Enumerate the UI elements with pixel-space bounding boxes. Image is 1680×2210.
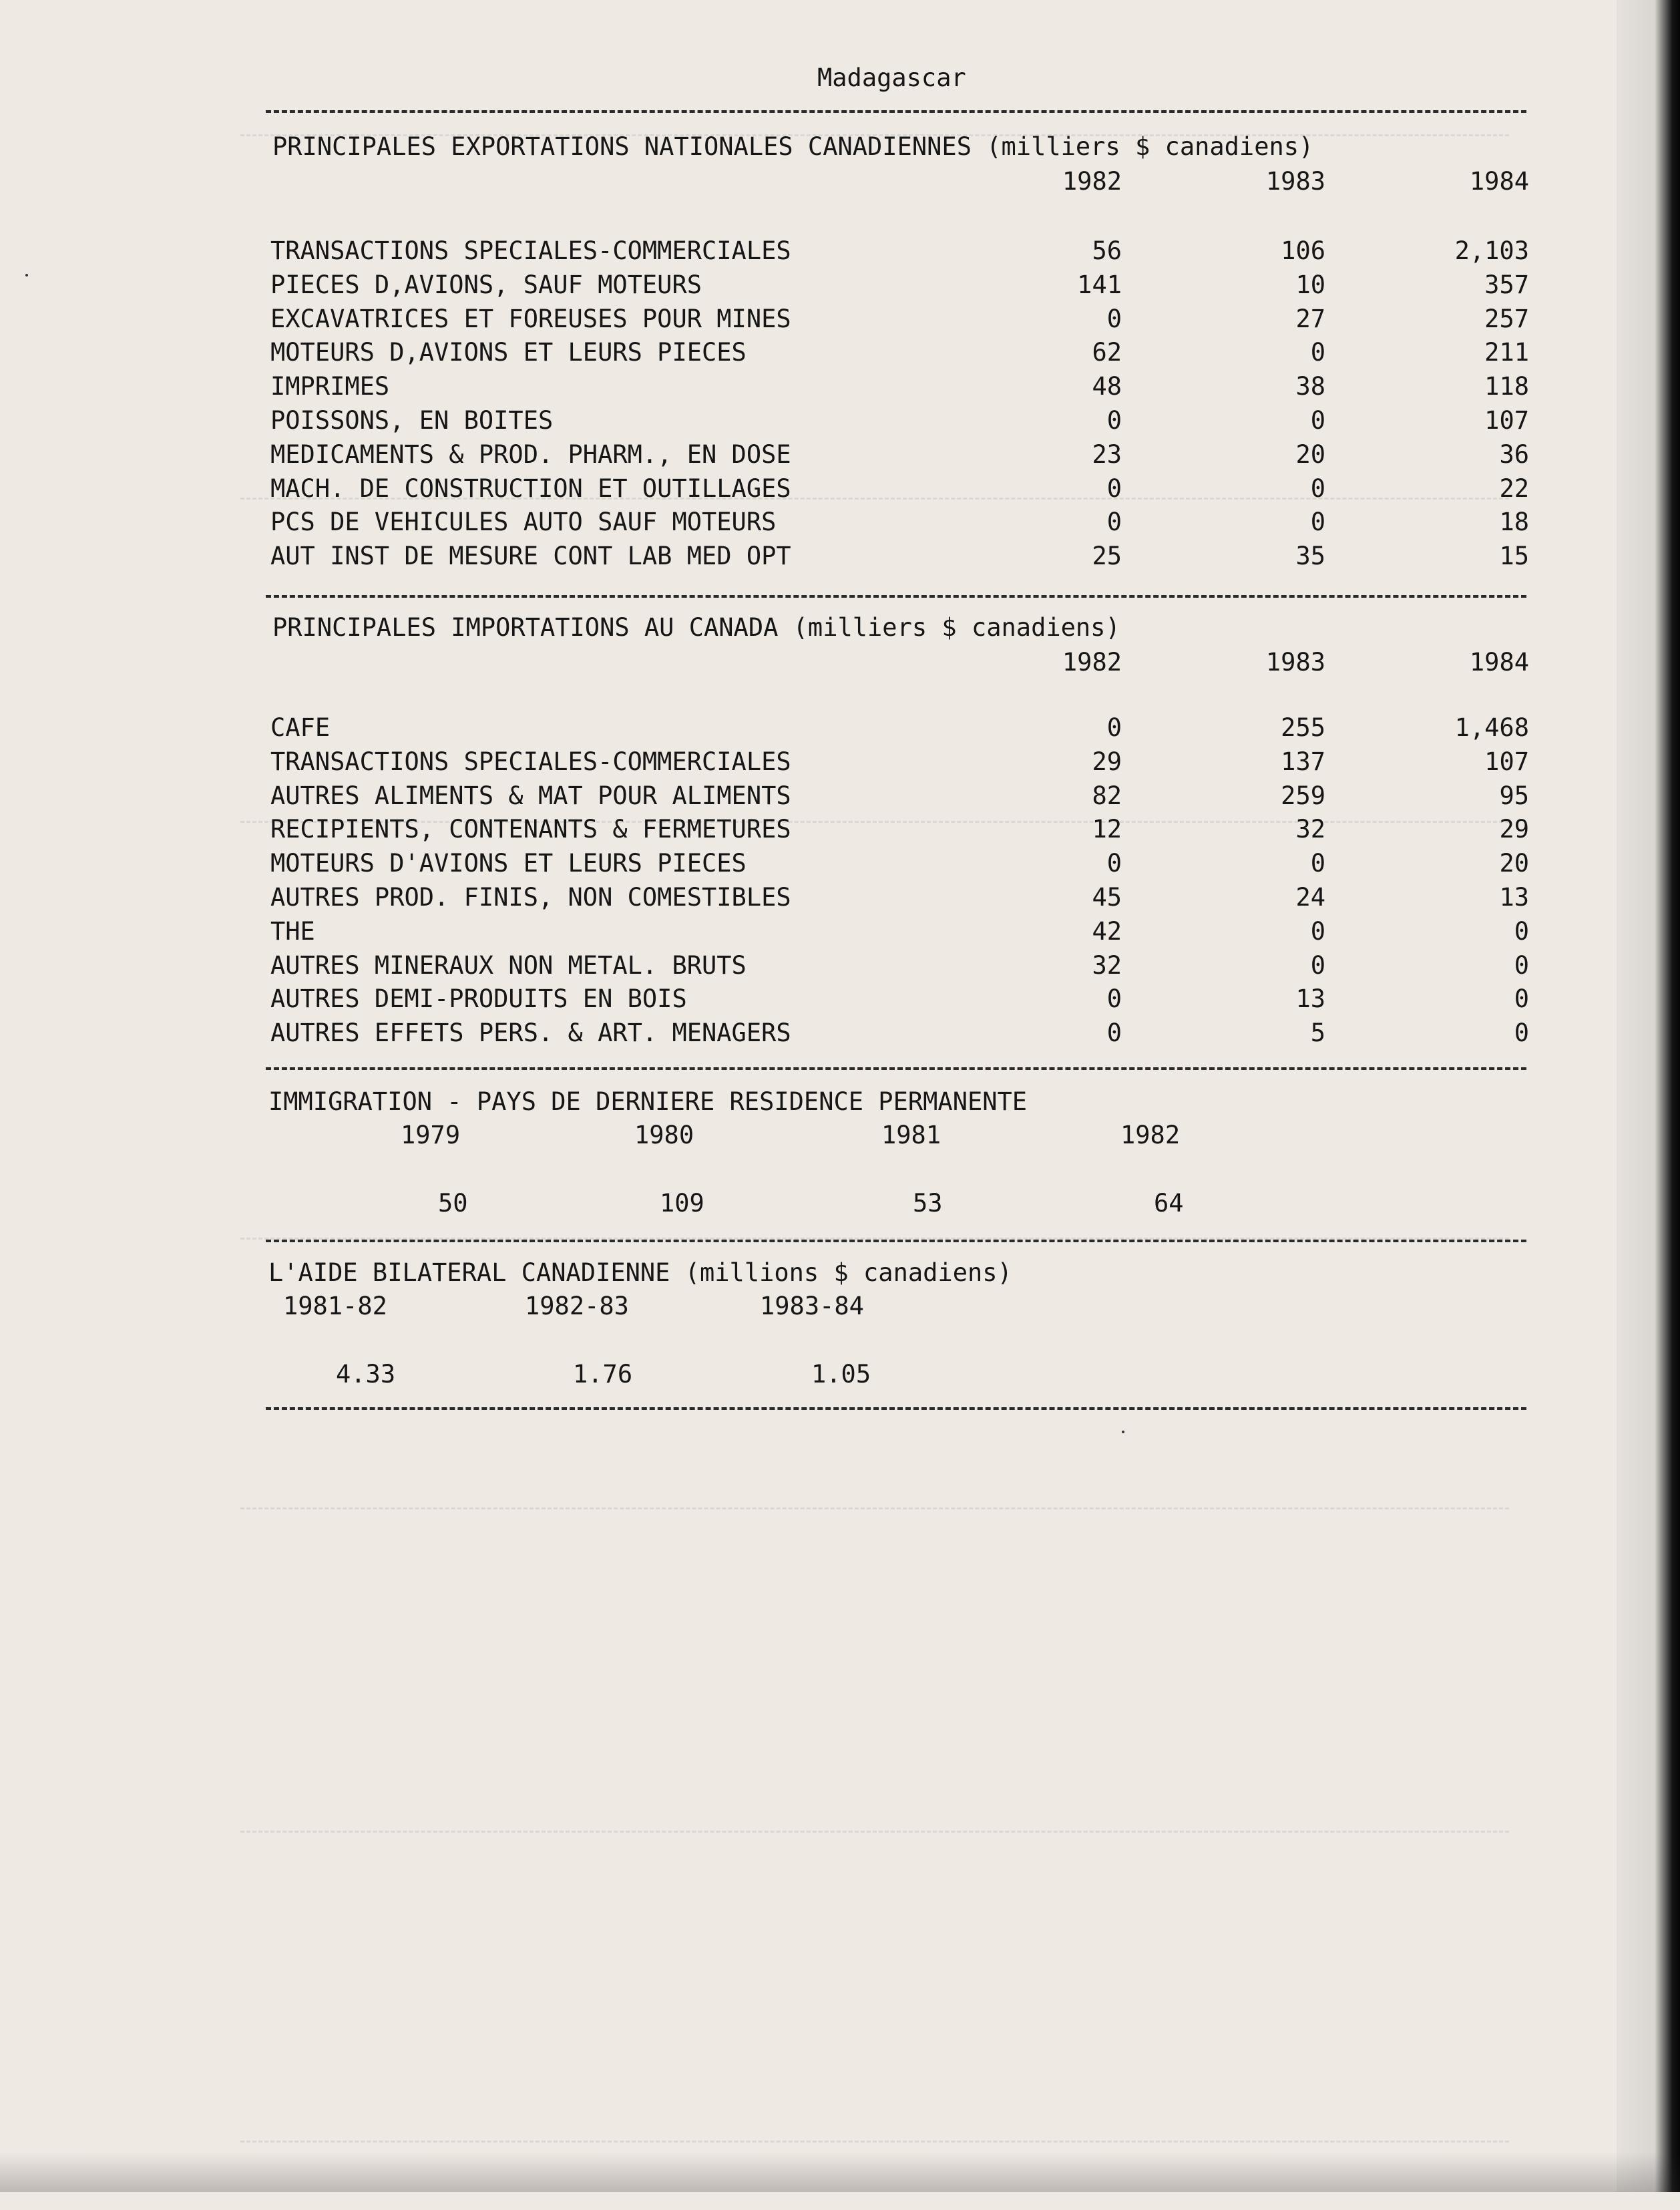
table-cell: 32 [1092, 950, 1122, 980]
table-cell: 0 [1310, 474, 1325, 503]
table-cell: 0 [1310, 508, 1325, 537]
table-cell: 29 [1092, 747, 1122, 776]
table-cell: 36 [1499, 439, 1529, 469]
table-row-label: AUT INST DE MESURE CONT LAB MED OPT [270, 542, 791, 571]
aid-period: 1982-83 [525, 1292, 629, 1320]
table-cell: 0 [1106, 304, 1122, 333]
table-cell: 0 [1514, 916, 1529, 946]
table-cell: 0 [1514, 1019, 1529, 1048]
table-cell: 211 [1484, 338, 1529, 367]
aid-value: 1.76 [573, 1360, 633, 1389]
table-row-label: IMPRIMES [270, 372, 390, 401]
imports-year-col-3: 1984 [1469, 648, 1529, 677]
table-row-label: AUTRES EFFETS PERS. & ART. MENAGERS [270, 1019, 791, 1048]
table-cell: 13 [1499, 883, 1529, 912]
section-divider [266, 1407, 1526, 1410]
table-row-label: PIECES D,AVIONS, SAUF MOTEURS [270, 270, 702, 299]
table-cell: 48 [1092, 372, 1122, 401]
table-row-label: AUTRES DEMI-PRODUITS EN BOIS [270, 984, 687, 1014]
table-cell: 38 [1295, 372, 1325, 401]
table-cell: 259 [1281, 781, 1325, 810]
table-cell: 95 [1499, 781, 1529, 810]
table-cell: 0 [1106, 406, 1122, 435]
immigration-value: 109 [660, 1189, 704, 1218]
immigration-value: 50 [438, 1189, 468, 1218]
table-cell: 62 [1092, 338, 1122, 367]
table-row-label: AUTRES MINERAUX NON METAL. BRUTS [270, 950, 747, 980]
immigration-year: 1979 [401, 1121, 461, 1149]
table-row-label: CAFE [270, 713, 331, 742]
aid-value: 1.05 [811, 1360, 871, 1389]
table-cell: 29 [1499, 815, 1529, 844]
table-cell: 0 [1106, 1019, 1122, 1048]
table-cell: 257 [1484, 304, 1529, 333]
immigration-value: 64 [1154, 1189, 1184, 1218]
table-cell: 0 [1310, 406, 1325, 435]
table-cell: 0 [1106, 984, 1122, 1014]
table-cell: 42 [1092, 916, 1122, 946]
table-cell: 5 [1310, 1019, 1325, 1048]
table-cell: 82 [1092, 781, 1122, 810]
section-divider [266, 110, 1526, 113]
immigration-year: 1982 [1120, 1121, 1181, 1149]
section-divider [266, 595, 1526, 598]
section-divider [266, 1240, 1526, 1242]
table-cell: 0 [1514, 984, 1529, 1014]
table-row-label: PCS DE VEHICULES AUTO SAUF MOTEURS [270, 508, 777, 537]
table-cell: 2,103 [1454, 236, 1529, 265]
table-cell: 24 [1295, 883, 1325, 912]
table-cell: 32 [1295, 815, 1325, 844]
table-cell: 27 [1295, 304, 1325, 333]
table-cell: 0 [1514, 950, 1529, 980]
table-row-label: EXCAVATRICES ET FOREUSES POUR MINES [270, 304, 791, 333]
imports-year-col-2: 1983 [1265, 648, 1325, 677]
table-cell: 20 [1499, 849, 1529, 878]
table-row-label: MOTEURS D,AVIONS ET LEURS PIECES [270, 338, 747, 367]
aid-value: 4.33 [336, 1360, 396, 1389]
page-edge-shadow [1617, 0, 1680, 2192]
table-cell: 12 [1092, 815, 1122, 844]
table-cell: 1,468 [1454, 713, 1529, 742]
table-cell: 141 [1077, 270, 1122, 299]
paper-speck [1122, 1431, 1124, 1433]
paper-speck [25, 274, 28, 277]
table-cell: 0 [1310, 916, 1325, 946]
table-cell: 118 [1484, 372, 1529, 401]
table-cell: 255 [1281, 713, 1325, 742]
table-cell: 35 [1295, 542, 1325, 571]
aid-period: 1983-84 [760, 1292, 864, 1320]
immigration-title: IMMIGRATION - PAYS DE DERNIERE RESIDENCE PERMANENTE [268, 1087, 1028, 1116]
exports-year-col-2: 1983 [1265, 167, 1325, 196]
table-row-label: AUTRES ALIMENTS & MAT POUR ALIMENTS [270, 781, 791, 810]
table-cell: 25 [1092, 542, 1122, 571]
table-cell: 0 [1310, 849, 1325, 878]
table-cell: 20 [1295, 439, 1325, 469]
aid-title: L'AIDE BILATERAL CANADIENNE (millions $ canadiens) [268, 1258, 1012, 1287]
table-row-label: THE [270, 916, 315, 946]
table-cell: 0 [1310, 950, 1325, 980]
table-cell: 107 [1484, 747, 1529, 776]
table-cell: 357 [1484, 270, 1529, 299]
table-cell: 0 [1106, 508, 1122, 537]
table-row-label: MEDICAMENTS & PROD. PHARM., EN DOSE [270, 439, 791, 469]
immigration-value: 53 [913, 1189, 943, 1218]
table-row-label: TRANSACTIONS SPECIALES-COMMERCIALES [270, 747, 791, 776]
table-row-label: POISSONS, EN BOITES [270, 406, 554, 435]
exports-year-col-1: 1982 [1062, 167, 1122, 196]
table-cell: 106 [1281, 236, 1325, 265]
table-cell: 56 [1092, 236, 1122, 265]
table-row-label: RECIPIENTS, CONTENANTS & FERMETURES [270, 815, 791, 844]
table-cell: 45 [1092, 883, 1122, 912]
immigration-year: 1980 [634, 1121, 694, 1149]
country-heading: Madagascar [817, 63, 966, 92]
aid-period: 1981-82 [283, 1292, 387, 1320]
exports-title: PRINCIPALES EXPORTATIONS NATIONALES CANADIENNES (milliers $ canadiens) [272, 132, 1314, 161]
table-cell: 137 [1281, 747, 1325, 776]
table-cell: 107 [1484, 406, 1529, 435]
table-row-label: TRANSACTIONS SPECIALES-COMMERCIALES [270, 236, 791, 265]
section-divider [266, 1067, 1526, 1070]
table-cell: 18 [1499, 508, 1529, 537]
table-row-label: AUTRES PROD. FINIS, NON COMESTIBLES [270, 883, 791, 912]
table-cell: 15 [1499, 542, 1529, 571]
table-cell: 0 [1106, 713, 1122, 742]
table-cell: 0 [1310, 338, 1325, 367]
imports-title: PRINCIPALES IMPORTATIONS AU CANADA (milliers $ canadiens) [272, 613, 1120, 642]
immigration-year: 1981 [881, 1121, 941, 1149]
table-cell: 0 [1106, 849, 1122, 878]
exports-year-col-3: 1984 [1469, 167, 1529, 196]
table-cell: 0 [1106, 474, 1122, 503]
table-cell: 10 [1295, 270, 1325, 299]
table-cell: 13 [1295, 984, 1325, 1014]
table-row-label: MOTEURS D'AVIONS ET LEURS PIECES [270, 849, 747, 878]
table-cell: 23 [1092, 439, 1122, 469]
table-row-label: MACH. DE CONSTRUCTION ET OUTILLAGES [270, 474, 791, 503]
imports-year-col-1: 1982 [1062, 648, 1122, 677]
table-cell: 22 [1499, 474, 1529, 503]
